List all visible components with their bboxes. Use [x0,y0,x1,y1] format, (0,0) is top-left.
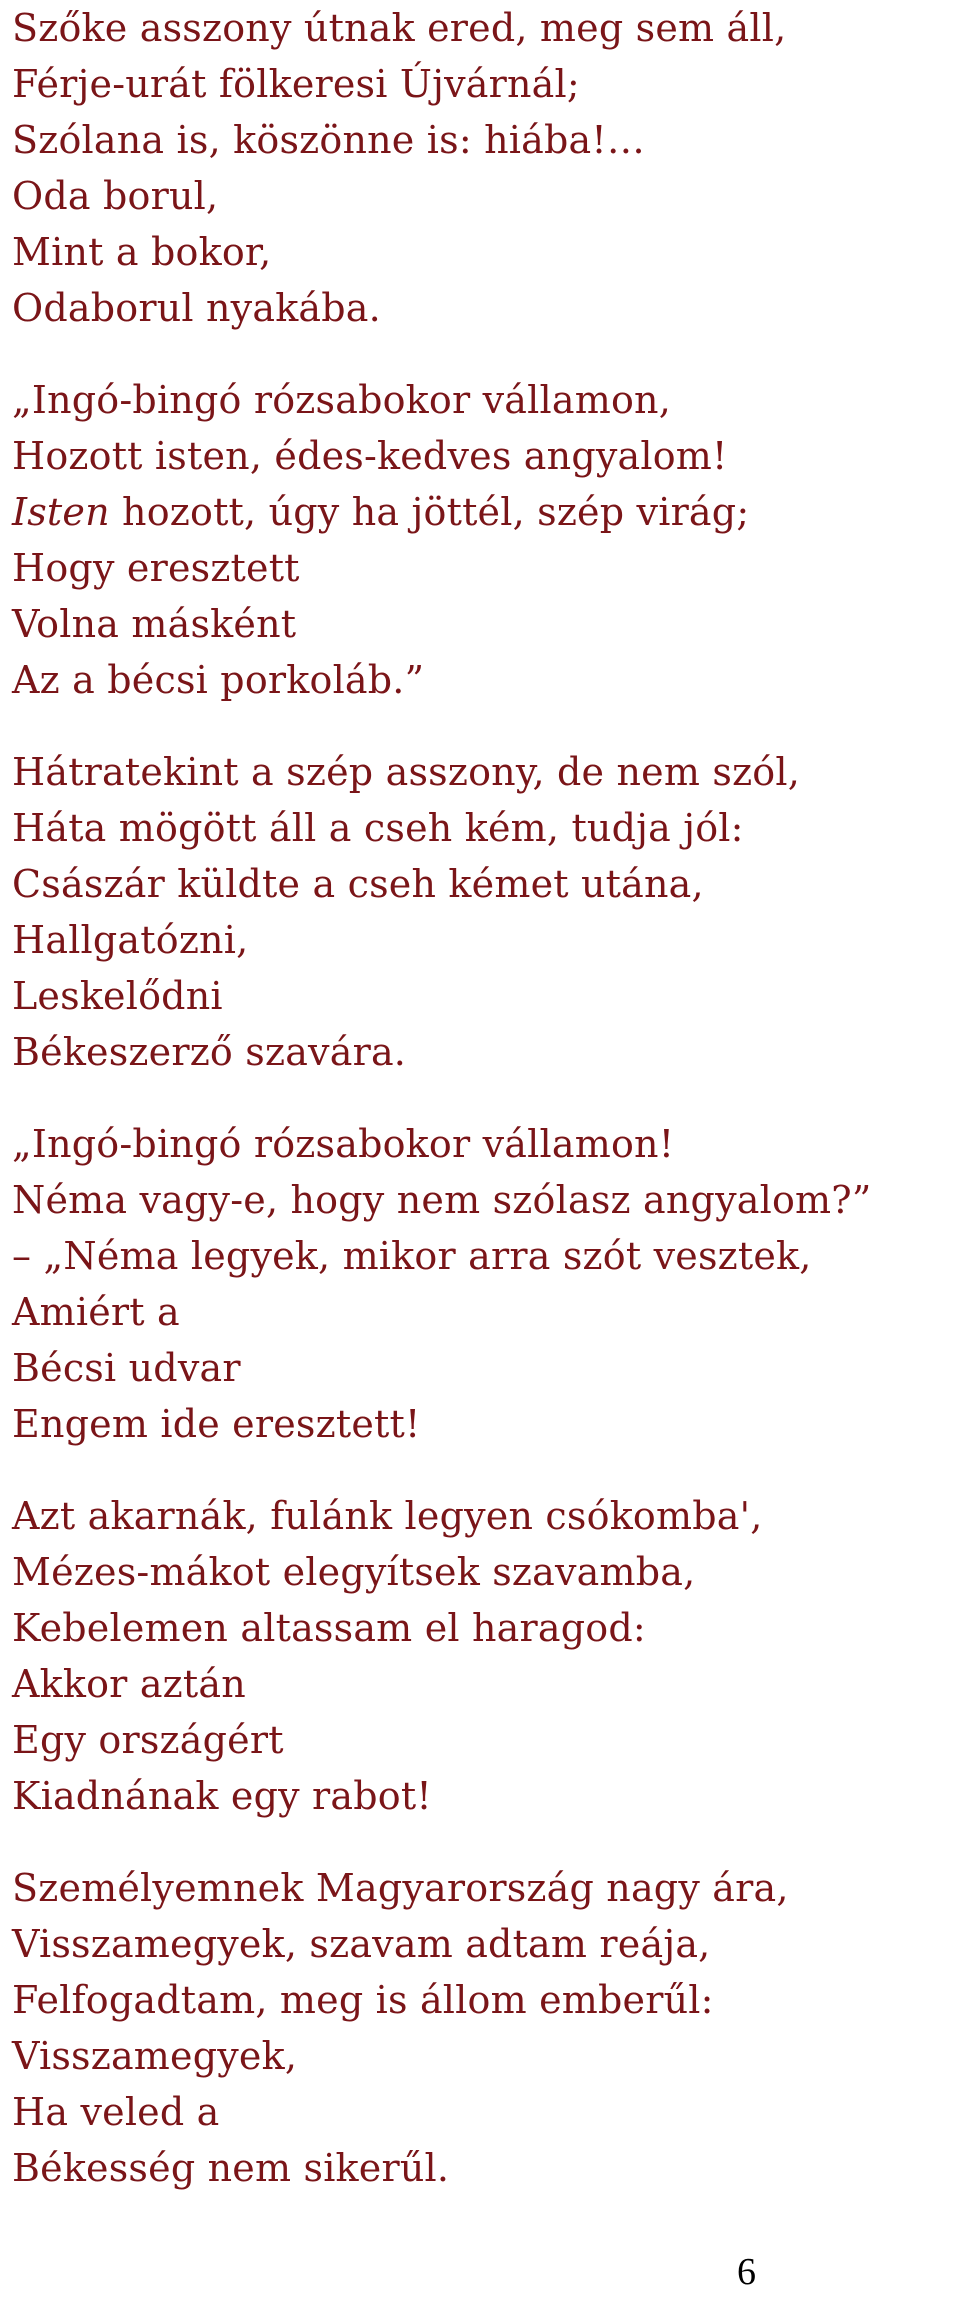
poem-line: Személyemnek Magyarország nagy ára, [12,1866,789,1910]
stanza-1 [12,0,952,336]
poem [12,0,952,2232]
stanza-2 [12,372,952,708]
poem-line: Akkor aztán [12,1662,246,1706]
poem-line: Azt akarnák, fulánk legyen csókomba', [12,1494,763,1538]
poem-line: Kebelemen altassam el haragod: [12,1606,646,1650]
stanza-5 [12,1488,952,1824]
poem-line: Engem ide eresztett! [12,1402,421,1446]
stanza-3 [12,744,952,1080]
poem-line: Mint a bokor, [12,230,272,274]
page-number: 6 [737,2251,756,2293]
poem-line: Visszamegyek, [12,2034,298,2078]
italic-word: Isten [12,490,110,534]
poem-line: Mézes-mákot elegyítsek szavamba, [12,1550,696,1594]
poem-line-with-italic [12,484,952,540]
poem-line: Hogy eresztett [12,546,300,590]
poem-line: Békeszerző szavára. [12,1030,407,1074]
poem-line: Amiért a [12,1290,180,1334]
poem-line: Ha veled a [12,2090,220,2134]
poem-line: Leskelődni [12,974,223,1018]
poem-line: – „Néma legyek, mikor arra szót vesztek, [12,1234,812,1278]
poem-line: Császár küldte a cseh kémet utána, [12,862,704,906]
poem-line: Kiadnának egy rabot! [12,1774,432,1818]
poem-line: Hozott isten, édes-kedves angyalom! [12,434,728,478]
line-remainder: hozott, úgy ha jöttél, szép virág; [109,490,750,534]
poem-line: Békesség nem sikerűl. [12,2146,450,2190]
poem-line: „Ingó-bingó rózsabokor vállamon! [12,1122,675,1166]
poem-line: Hátratekint a szép asszony, de nem szól, [12,750,801,794]
poem-line: Visszamegyek, szavam adtam reája, [12,1922,711,1966]
poem-line: Odaborul nyakába. [12,286,381,330]
stanza-4 [12,1116,952,1452]
poem-line: Néma vagy-e, hogy nem szólasz angyalom?” [12,1178,872,1222]
poem-line: Férje-urát fölkeresi Újvárnál; [12,62,580,106]
poem-line: Szőke asszony útnak ered, meg sem áll, [12,6,787,50]
stanza-6 [12,1860,952,2196]
poem-line: Egy országért [12,1718,284,1762]
poem-line: Bécsi udvar [12,1346,241,1390]
poem-line: Oda borul, [12,174,219,218]
poem-line: Az a bécsi porkoláb.” [12,658,425,702]
poem-line: Volna másként [12,602,297,646]
poem-line: Felfogadtam, meg is állom emberűl: [12,1978,714,2022]
poem-line: Hallgatózni, [12,918,249,962]
poem-line: „Ingó-bingó rózsabokor vállamon, [12,378,671,422]
poem-line: Háta mögött áll a cseh kém, tudja jól: [12,806,744,850]
poem-line: Szólana is, köszönne is: hiába!… [12,118,646,162]
